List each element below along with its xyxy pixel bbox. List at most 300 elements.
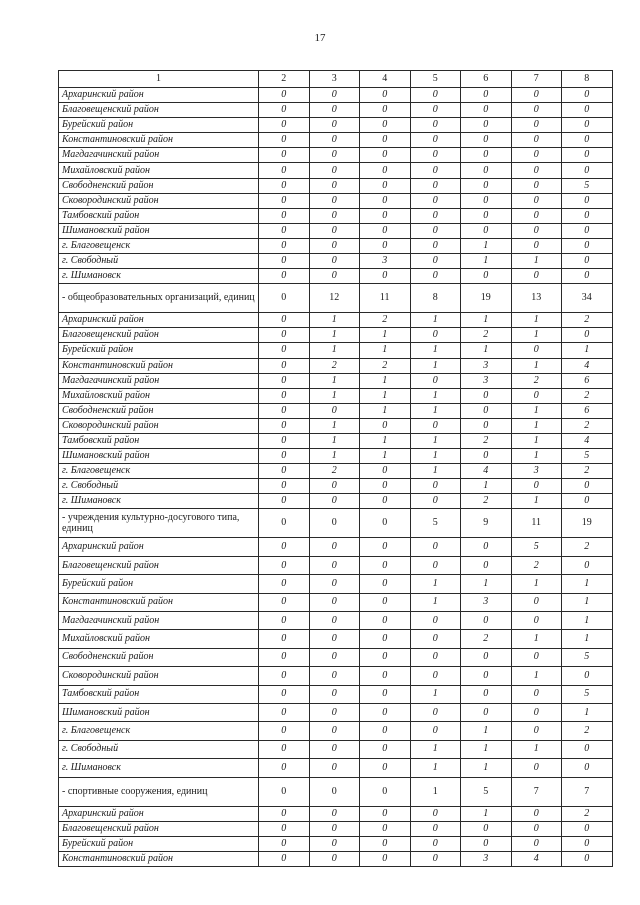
value-cell: 0: [511, 806, 562, 821]
value-cell: 1: [309, 433, 360, 448]
table-row: [59, 343, 613, 358]
table-row: [59, 630, 613, 648]
value-cell: 0: [562, 88, 613, 103]
value-cell: 0: [259, 118, 310, 133]
value-cell: 0: [511, 163, 562, 178]
value-cell: 0: [360, 238, 411, 253]
value-cell: 0: [259, 494, 310, 509]
value-cell: 0: [410, 328, 461, 343]
value-cell: 0: [309, 759, 360, 777]
value-cell: 0: [259, 703, 310, 721]
value-cell: 34: [562, 284, 613, 313]
table-row: [59, 494, 613, 509]
value-cell: 0: [562, 133, 613, 148]
value-cell: 0: [259, 759, 310, 777]
value-cell: 0: [511, 193, 562, 208]
section-row: [59, 509, 613, 538]
value-cell: 0: [461, 88, 512, 103]
value-cell: 11: [511, 509, 562, 538]
value-cell: 0: [461, 269, 512, 284]
value-cell: 2: [562, 538, 613, 556]
value-cell: 1: [309, 418, 360, 433]
value-cell: 0: [410, 836, 461, 851]
value-cell: 3: [511, 464, 562, 479]
district-name: Архаринский район: [59, 313, 259, 328]
value-cell: 0: [259, 821, 310, 836]
value-cell: 0: [360, 806, 411, 821]
value-cell: 1: [562, 343, 613, 358]
value-cell: 6: [562, 373, 613, 388]
value-cell: 2: [360, 358, 411, 373]
value-cell: 0: [511, 593, 562, 611]
value-cell: 0: [360, 494, 411, 509]
value-cell: 0: [410, 556, 461, 574]
value-cell: 0: [461, 449, 512, 464]
value-cell: 0: [309, 575, 360, 593]
value-cell: 0: [410, 806, 461, 821]
value-cell: 0: [309, 777, 360, 806]
value-cell: 1: [410, 575, 461, 593]
value-cell: 1: [410, 777, 461, 806]
value-cell: 2: [461, 433, 512, 448]
value-cell: 0: [309, 806, 360, 821]
value-cell: 0: [309, 178, 360, 193]
value-cell: 0: [259, 667, 310, 685]
table-row: [59, 403, 613, 418]
value-cell: 0: [360, 851, 411, 866]
table-row: [59, 193, 613, 208]
value-cell: 0: [259, 343, 310, 358]
table-row: [59, 479, 613, 494]
value-cell: 1: [562, 630, 613, 648]
district-name: Благовещенский район: [59, 103, 259, 118]
value-cell: 0: [309, 163, 360, 178]
district-name: Михайловский район: [59, 388, 259, 403]
value-cell: 0: [511, 703, 562, 721]
value-cell: 0: [309, 494, 360, 509]
district-name: г. Свободный: [59, 740, 259, 758]
district-name: Тамбовский район: [59, 208, 259, 223]
value-cell: 0: [461, 538, 512, 556]
value-cell: 19: [562, 509, 613, 538]
value-cell: 0: [259, 722, 310, 740]
table-body: [59, 71, 613, 867]
table-row: [59, 703, 613, 721]
value-cell: 1: [410, 685, 461, 703]
value-cell: 1: [461, 238, 512, 253]
value-cell: 0: [562, 118, 613, 133]
column-header: 7: [511, 71, 562, 88]
value-cell: 0: [461, 821, 512, 836]
table-row: [59, 388, 613, 403]
value-cell: 0: [259, 740, 310, 758]
value-cell: 0: [309, 193, 360, 208]
value-cell: 0: [360, 163, 411, 178]
table-row: [59, 328, 613, 343]
column-header: 8: [562, 71, 613, 88]
value-cell: 0: [259, 418, 310, 433]
value-cell: 0: [410, 494, 461, 509]
value-cell: 1: [360, 449, 411, 464]
table-row: [59, 593, 613, 611]
table-row: [59, 254, 613, 269]
district-name: Тамбовский район: [59, 433, 259, 448]
value-cell: 1: [410, 593, 461, 611]
value-cell: 0: [410, 254, 461, 269]
value-cell: 0: [259, 403, 310, 418]
table-row: [59, 648, 613, 666]
district-name: Сковородинский район: [59, 667, 259, 685]
value-cell: 1: [461, 575, 512, 593]
table-row: [59, 373, 613, 388]
value-cell: 0: [360, 208, 411, 223]
district-name: Свободненский район: [59, 403, 259, 418]
page-number: 17: [314, 32, 326, 44]
district-name: г. Свободный: [59, 479, 259, 494]
value-cell: 4: [511, 851, 562, 866]
district-name: Константиновский район: [59, 133, 259, 148]
value-cell: 1: [461, 759, 512, 777]
value-cell: 1: [360, 328, 411, 343]
value-cell: 0: [461, 667, 512, 685]
value-cell: 0: [410, 722, 461, 740]
value-cell: 0: [511, 208, 562, 223]
district-name: Магдагачинский район: [59, 373, 259, 388]
value-cell: 1: [511, 449, 562, 464]
value-cell: 2: [562, 722, 613, 740]
value-cell: 0: [562, 254, 613, 269]
value-cell: 0: [511, 178, 562, 193]
value-cell: 0: [410, 163, 461, 178]
value-cell: 0: [309, 612, 360, 630]
value-cell: 1: [410, 759, 461, 777]
section-row: [59, 777, 613, 806]
district-name: Бурейский район: [59, 575, 259, 593]
value-cell: 4: [562, 433, 613, 448]
table-row: [59, 358, 613, 373]
value-cell: 0: [562, 759, 613, 777]
value-cell: 0: [511, 759, 562, 777]
table-row: [59, 575, 613, 593]
value-cell: 0: [259, 630, 310, 648]
district-name: Константиновский район: [59, 851, 259, 866]
district-name: Свободненский район: [59, 648, 259, 666]
table-row: [59, 851, 613, 866]
value-cell: 0: [360, 740, 411, 758]
value-cell: 1: [410, 403, 461, 418]
table-row: [59, 208, 613, 223]
value-cell: 6: [562, 403, 613, 418]
value-cell: 0: [360, 612, 411, 630]
value-cell: 0: [259, 388, 310, 403]
value-cell: 1: [461, 313, 512, 328]
value-cell: 0: [360, 178, 411, 193]
value-cell: 0: [309, 148, 360, 163]
value-cell: 0: [309, 223, 360, 238]
value-cell: 0: [410, 238, 461, 253]
value-cell: 0: [259, 269, 310, 284]
value-cell: 0: [309, 269, 360, 284]
value-cell: 0: [461, 133, 512, 148]
value-cell: 0: [461, 703, 512, 721]
value-cell: 0: [461, 612, 512, 630]
value-cell: 1: [309, 373, 360, 388]
value-cell: 0: [511, 479, 562, 494]
value-cell: 0: [309, 88, 360, 103]
value-cell: 0: [360, 118, 411, 133]
value-cell: 9: [461, 509, 512, 538]
district-name: Шимановский район: [59, 223, 259, 238]
value-cell: 1: [511, 630, 562, 648]
value-cell: 5: [511, 538, 562, 556]
value-cell: 0: [259, 449, 310, 464]
value-cell: 0: [309, 685, 360, 703]
value-cell: 0: [410, 821, 461, 836]
value-cell: 0: [410, 612, 461, 630]
value-cell: 0: [360, 821, 411, 836]
value-cell: 0: [259, 433, 310, 448]
value-cell: 0: [410, 118, 461, 133]
value-cell: 0: [360, 464, 411, 479]
value-cell: 2: [461, 630, 512, 648]
value-cell: 1: [461, 343, 512, 358]
value-cell: 0: [511, 133, 562, 148]
value-cell: 3: [461, 373, 512, 388]
table-row: [59, 178, 613, 193]
value-cell: 2: [562, 388, 613, 403]
value-cell: 2: [309, 464, 360, 479]
value-cell: 0: [309, 509, 360, 538]
district-name: г. Благовещенск: [59, 464, 259, 479]
value-cell: 0: [360, 630, 411, 648]
value-cell: 0: [511, 88, 562, 103]
value-cell: 0: [562, 223, 613, 238]
value-cell: 0: [410, 538, 461, 556]
district-name: Сковородинский район: [59, 418, 259, 433]
value-cell: 0: [309, 538, 360, 556]
value-cell: 0: [511, 722, 562, 740]
value-cell: 0: [360, 269, 411, 284]
value-cell: 0: [410, 703, 461, 721]
value-cell: 19: [461, 284, 512, 313]
table-row: [59, 449, 613, 464]
value-cell: 3: [360, 254, 411, 269]
value-cell: 1: [309, 449, 360, 464]
value-cell: 0: [360, 703, 411, 721]
value-cell: 2: [461, 328, 512, 343]
section-label: - учреждения культурно-досугового типа, единиц: [59, 509, 259, 538]
district-name: Магдагачинский район: [59, 612, 259, 630]
value-cell: 0: [562, 328, 613, 343]
value-cell: 0: [309, 254, 360, 269]
value-cell: 0: [461, 178, 512, 193]
value-cell: 0: [360, 759, 411, 777]
value-cell: 0: [360, 509, 411, 538]
value-cell: 1: [410, 358, 461, 373]
value-cell: 0: [309, 667, 360, 685]
value-cell: 0: [259, 373, 310, 388]
value-cell: 0: [259, 612, 310, 630]
value-cell: 0: [309, 556, 360, 574]
value-cell: 1: [562, 612, 613, 630]
value-cell: 0: [562, 740, 613, 758]
value-cell: 0: [360, 133, 411, 148]
value-cell: 0: [309, 703, 360, 721]
value-cell: 0: [309, 648, 360, 666]
column-header: 2: [259, 71, 310, 88]
value-cell: 0: [259, 358, 310, 373]
district-name: Благовещенский район: [59, 556, 259, 574]
value-cell: 0: [309, 821, 360, 836]
table-row: [59, 836, 613, 851]
table-row: [59, 556, 613, 574]
district-name: Михайловский район: [59, 163, 259, 178]
value-cell: 0: [562, 667, 613, 685]
value-cell: 0: [360, 88, 411, 103]
value-cell: 0: [360, 667, 411, 685]
district-name: г. Благовещенск: [59, 722, 259, 740]
value-cell: 0: [360, 193, 411, 208]
table-row: [59, 806, 613, 821]
district-name: Благовещенский район: [59, 821, 259, 836]
value-cell: 0: [410, 223, 461, 238]
table-row: [59, 418, 613, 433]
value-cell: 0: [562, 148, 613, 163]
value-cell: 0: [259, 556, 310, 574]
district-name: Бурейский район: [59, 118, 259, 133]
section-row: [59, 284, 613, 313]
value-cell: 2: [360, 313, 411, 328]
table-row: [59, 740, 613, 758]
value-cell: 5: [562, 685, 613, 703]
value-cell: 7: [511, 777, 562, 806]
value-cell: 5: [562, 449, 613, 464]
value-cell: 0: [511, 612, 562, 630]
column-header: 3: [309, 71, 360, 88]
value-cell: 1: [511, 403, 562, 418]
value-cell: 0: [309, 103, 360, 118]
value-cell: 0: [259, 254, 310, 269]
value-cell: 5: [562, 648, 613, 666]
value-cell: 0: [461, 208, 512, 223]
district-name: Бурейский район: [59, 836, 259, 851]
value-cell: 0: [360, 777, 411, 806]
value-cell: 2: [562, 418, 613, 433]
district-name: Тамбовский район: [59, 685, 259, 703]
value-cell: 1: [309, 328, 360, 343]
value-cell: 0: [562, 556, 613, 574]
value-cell: 0: [511, 269, 562, 284]
value-cell: 1: [511, 575, 562, 593]
value-cell: 0: [511, 148, 562, 163]
value-cell: 0: [562, 479, 613, 494]
value-cell: 1: [309, 313, 360, 328]
value-cell: 0: [259, 238, 310, 253]
value-cell: 1: [511, 494, 562, 509]
value-cell: 0: [360, 556, 411, 574]
table-row: [59, 313, 613, 328]
column-header: 1: [59, 71, 259, 88]
value-cell: 0: [511, 103, 562, 118]
value-cell: 1: [410, 464, 461, 479]
district-name: Архаринский район: [59, 538, 259, 556]
value-cell: 0: [410, 193, 461, 208]
column-header: 6: [461, 71, 512, 88]
value-cell: 11: [360, 284, 411, 313]
value-cell: 0: [259, 103, 310, 118]
value-cell: 0: [309, 740, 360, 758]
value-cell: 0: [309, 851, 360, 866]
table-row: [59, 269, 613, 284]
value-cell: 0: [461, 648, 512, 666]
district-name: Сковородинский район: [59, 193, 259, 208]
district-name: Архаринский район: [59, 806, 259, 821]
value-cell: 2: [309, 358, 360, 373]
value-cell: 0: [410, 373, 461, 388]
value-cell: 0: [309, 722, 360, 740]
value-cell: 0: [259, 313, 310, 328]
value-cell: 2: [562, 806, 613, 821]
value-cell: 1: [562, 593, 613, 611]
value-cell: 1: [309, 388, 360, 403]
table-row: [59, 685, 613, 703]
value-cell: 1: [410, 433, 461, 448]
district-name: Свободненский район: [59, 178, 259, 193]
value-cell: 0: [410, 208, 461, 223]
value-cell: 0: [562, 851, 613, 866]
value-cell: 0: [410, 133, 461, 148]
district-name: г. Свободный: [59, 254, 259, 269]
value-cell: 1: [309, 343, 360, 358]
value-cell: 0: [360, 538, 411, 556]
value-cell: 0: [259, 509, 310, 538]
value-cell: 3: [461, 851, 512, 866]
value-cell: 0: [461, 685, 512, 703]
table-row: [59, 103, 613, 118]
column-header: 4: [360, 71, 411, 88]
value-cell: 0: [259, 88, 310, 103]
value-cell: 0: [259, 193, 310, 208]
value-cell: 1: [511, 418, 562, 433]
value-cell: 0: [511, 821, 562, 836]
value-cell: 0: [461, 388, 512, 403]
value-cell: 0: [562, 163, 613, 178]
district-name: Шимановский район: [59, 449, 259, 464]
value-cell: 0: [259, 208, 310, 223]
value-cell: 5: [461, 777, 512, 806]
value-cell: 1: [410, 388, 461, 403]
value-cell: 2: [511, 556, 562, 574]
district-name: Магдагачинский район: [59, 148, 259, 163]
value-cell: 0: [461, 836, 512, 851]
value-cell: 2: [461, 494, 512, 509]
section-label: - спортивные сооружения, единиц: [59, 777, 259, 806]
column-header: 5: [410, 71, 461, 88]
table-row: [59, 223, 613, 238]
value-cell: 0: [562, 208, 613, 223]
value-cell: 0: [562, 494, 613, 509]
table-row: [59, 667, 613, 685]
value-cell: 0: [360, 593, 411, 611]
value-cell: 1: [511, 667, 562, 685]
value-cell: 0: [562, 269, 613, 284]
table-row: [59, 722, 613, 740]
value-cell: 0: [309, 238, 360, 253]
value-cell: 0: [360, 479, 411, 494]
value-cell: 1: [410, 740, 461, 758]
table-header-row: [59, 71, 613, 88]
value-cell: 0: [511, 836, 562, 851]
